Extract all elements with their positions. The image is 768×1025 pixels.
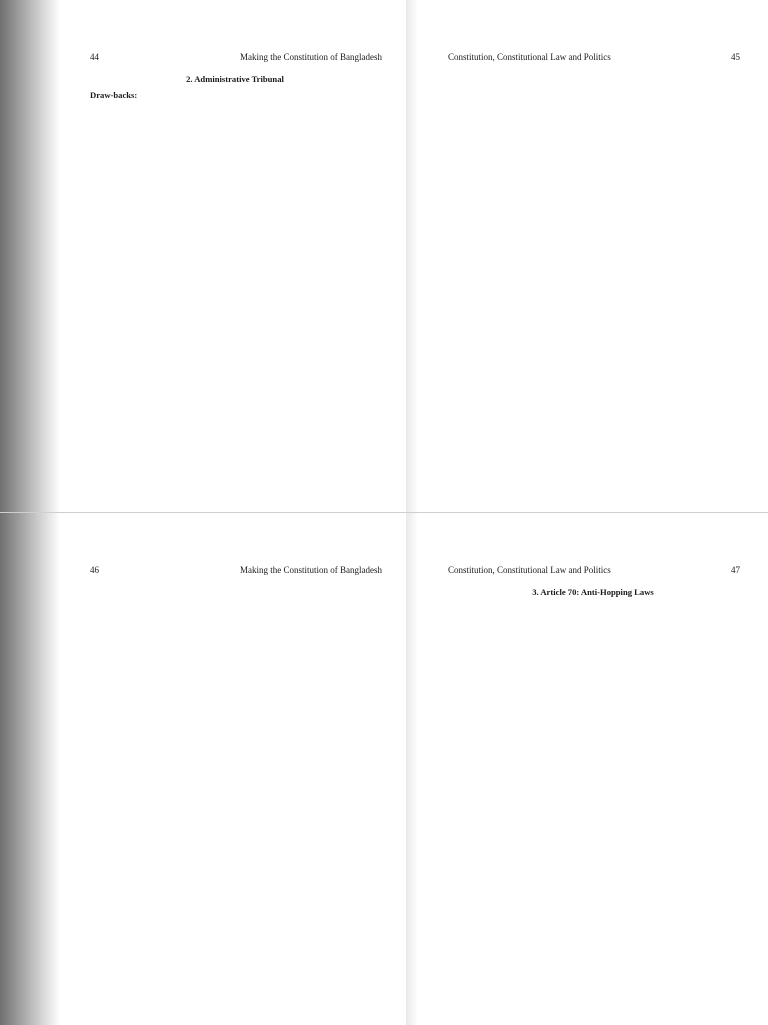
section-heading: 3. Article 70: Anti-Hopping Laws [532,587,654,597]
page-body [448,587,738,597]
page-47 [418,513,764,1025]
page-number: 44 [90,52,99,62]
page-header [90,52,382,62]
page-number: 46 [90,565,99,575]
page-number: 45 [731,52,740,62]
spread-bottom [0,512,768,1025]
section-heading: 2. Administrative Tribunal [186,74,284,84]
running-head: Constitution, Constitutional Law and Politics [448,565,611,575]
page-46 [60,513,406,1025]
gutter [406,513,418,1025]
running-head: Making the Constitution of Bangladesh [240,52,382,62]
page-header [448,565,740,575]
page-44 [60,0,406,512]
section-heading: Draw-backs: [90,90,138,101]
running-head: Making the Constitution of Bangladesh [240,565,382,575]
running-head: Constitution, Constitutional Law and Politics [448,52,611,62]
page-header [448,52,740,62]
page-number: 47 [731,565,740,575]
book-binding-shadow [0,0,60,512]
spread-top [0,0,768,512]
book-binding-shadow [0,513,60,1025]
page-45 [418,0,764,512]
gutter [406,0,418,512]
page-header [90,565,382,575]
page-body [90,74,380,100]
